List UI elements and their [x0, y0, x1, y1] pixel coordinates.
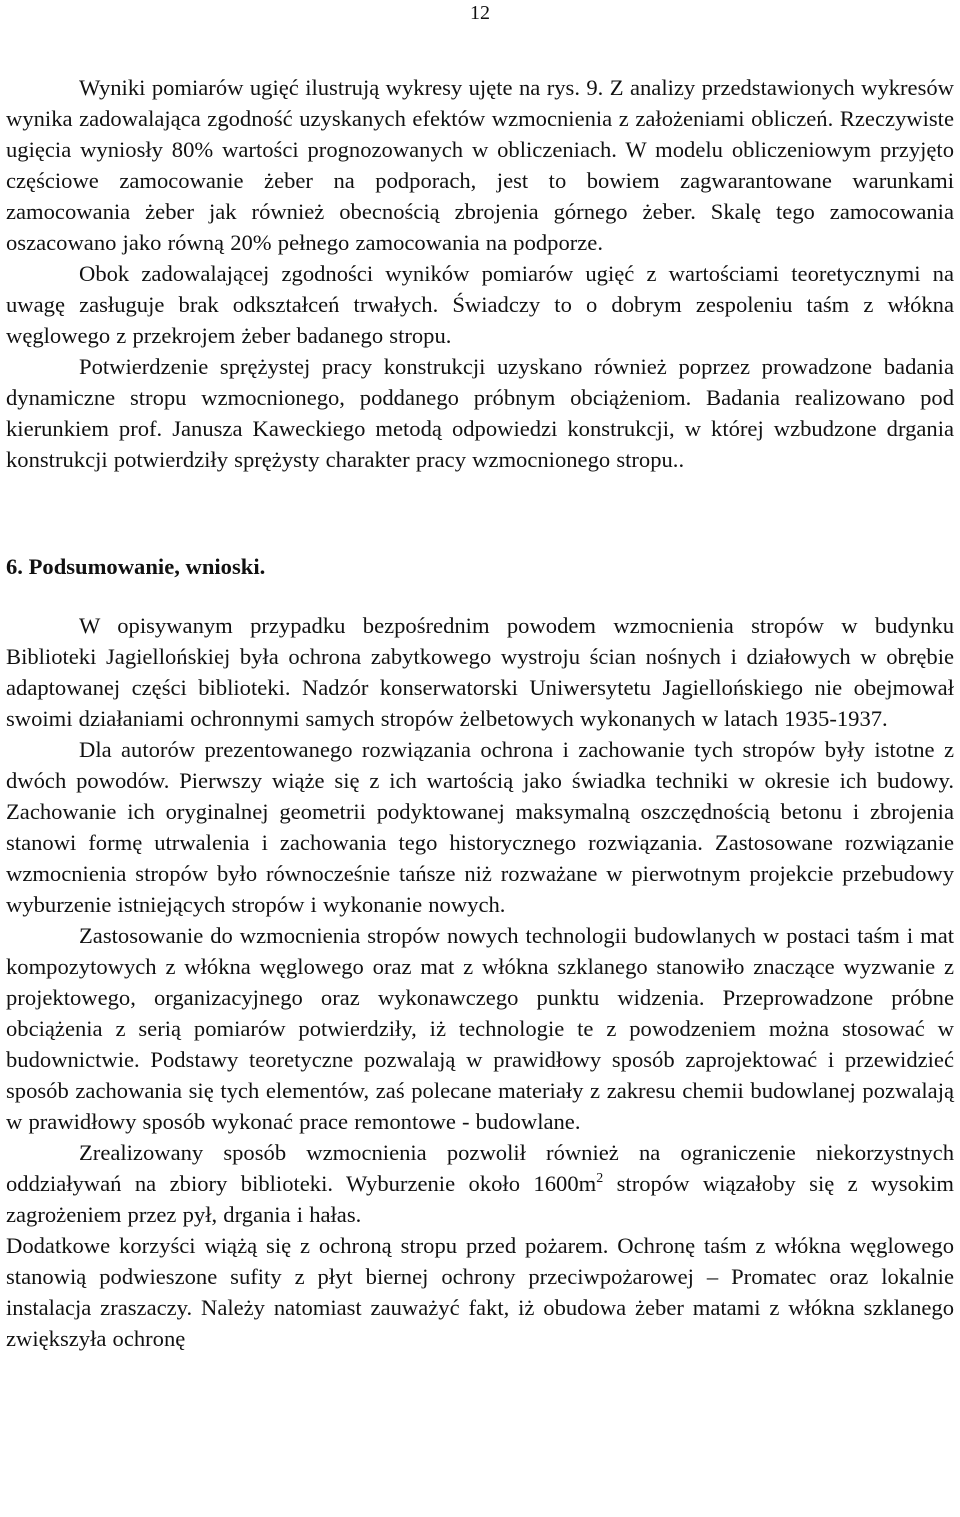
page-number: 12 [470, 2, 490, 24]
document-body [6, 72, 954, 1354]
paragraph-fire-protection: Dodatkowe korzyści wiążą się z ochroną stropu przed pożarem. Ochronę taśm z włókna węglowego stanowią podwieszone sufity z płyt biernej ochrony przeciwpożarowej – Promatec oraz lokalnie instalacja zraszaczy. Należy natomiast zauważyć fakt, iż obudowa żeber matami z włókna szklanego zwiększyła ochronę [6, 1233, 954, 1351]
paragraph-reason-for-strengthening: W opisywanym przypadku bezpośrednim powodem wzmocnienia stropów w budynku Biblioteki Jagiellońskiej była ochrona zabytkowego wystroju ścian nośnych i działowych w obrębie adaptowanej części biblioteki. Nadzór konserwatorski Uniwersytetu Jagiellońskiego nie obejmował swoimi działaniami ochronnymi samych stropów żelbetowych wykonanych w latach 1935-1937. [6, 613, 954, 731]
paragraph-no-permanent-deformation: Obok zadowalającej zgodności wyników pomiarów ugięć z wartościami teoretycznymi na uwagę zasługuje brak odkształceń trwałych. Świadczy to o dobrym zespoleniu taśm z włókna węglowego z przekrojem żeber badanego stropu. [6, 261, 954, 348]
spacer [6, 582, 954, 610]
paragraph-dynamic-tests: Potwierdzenie sprężystej pracy konstrukcji uzyskano również poprzez prowadzone badania dynamiczne stropu wzmocnionego, poddanego próbnym obciążeniom. Badania realizowano pod kierunkiem prof. Janusza Kaweckiego metodą odpowiedzi konstrukcji, w której wzbudzone drgania konstrukcji potwierdziły sprężysty charakter pracy wzmocnionego stropu.. [6, 354, 954, 472]
area-text-before: Zrealizowany sposób wzmocnienia pozwolił również na ograniczenie niekorzystnych oddziaływań na zbiory biblioteki. Wyburzenie około 1600m [6, 1140, 954, 1196]
paragraph-deflection-results: Wyniki pomiarów ugięć ilustrują wykresy ujęte na rys. 9. Z analizy przedstawionych wykresów wynika zadowalająca zgodność uzyskanych efektów wzmocnienia z założeniami obliczeń. Rzeczywiste ugięcia wyniosły 80% wartości prognozowanych w obliczeniach. W modelu obliczeniowym przyjęto częściowe zamocowanie żeber na podporach, jest to bowiem zagwarantowane warunkami zamocowania żeber jak również obecnością zbrojenia górnego żeber. Skalę tego zamocowania oszacowano jako równą 20% pełnego zamocowania na podporze. [6, 75, 954, 255]
section-heading: 6. Podsumowanie, wnioski. [6, 554, 266, 579]
paragraph-preservation-reasons: Dla autorów prezentowanego rozwiązania ochrona i zachowanie tych stropów były istotne z dwóch powodów. Pierwszy wiąże się z ich wartością jako świadka techniki w okresie ich budowy. Zachowanie ich oryginalnej geometrii podyktowanej maksymalną oszczędnością betonu i zbrojenia stanowi formę utrwalenia i zachowania tego historycznego rozwiązania. Zastosowane rozwiązanie wzmocnienia stropów było równocześnie tańsze niż rozważane w pierwotnym projekcie przebudowy wyburzenie istniejących stropów i wykonanie nowych. [6, 737, 954, 917]
paragraph-new-technologies: Zastosowanie do wzmocnienia stropów nowych technologii budowlanych w postaci taśm i mat kompozytowych z włókna węglowego oraz mat z włókna szklanego stanowiło znaczące wyzwanie z projektowego, organizacyjnego oraz wykonawczego punktu widzenia. Przeprowadzone próbne obciążenia z serią pomiarów potwierdziły, iż technologie te z powodzeniem można stosować w budownictwie. Podstawy teoretyczne pozwalają w prawidłowy sposób zaprojektować i przewidzieć sposób zachowania się tych elementów, zaś polecane materiały z zakresu chemii budowlanej pozwalają w prawidłowy sposób wykonać prace remontowe - budowlane. [6, 923, 954, 1134]
area-text-after: stropów wiązałoby się z wysokim zagrożeniem przez pył, drgania i hałas. [6, 1171, 954, 1227]
paragraph-collection-protection [6, 1137, 954, 1230]
spacer [6, 475, 954, 551]
area-superscript: 2 [596, 1171, 604, 1186]
